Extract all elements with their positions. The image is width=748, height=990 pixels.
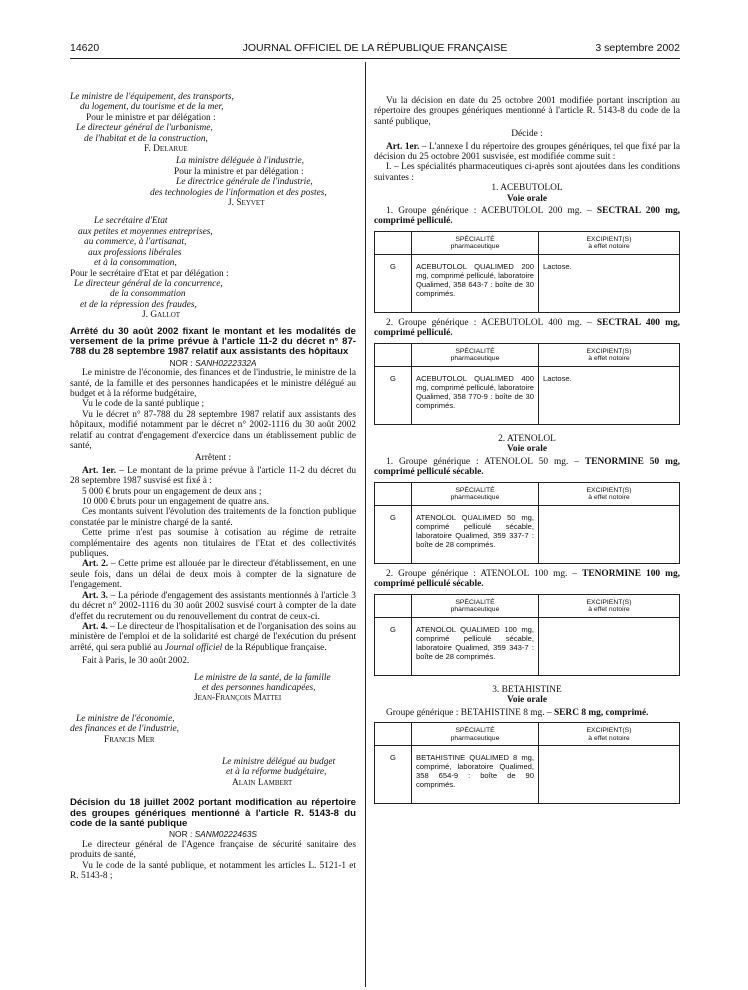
article-4: Art. 4. – Le directeur de l'hospitalisation et de l'organisation des soins au ministère de l'emploi et de la solidarité est chargé de l'exécution du présent arrêté, qui sera publié au Journal officiel de la République française. [70, 621, 356, 653]
arretent: Arrêtent : [194, 453, 232, 464]
paragraph: Cette prime n'est pas soumise à cotisation au régime de retraite complémentaire des agents non titulaires de l'Etat et des collectivités publiques. [70, 528, 356, 560]
signature-line: de la consommation [110, 289, 186, 300]
signature-line: Le secrétaire d'Etat [94, 216, 168, 227]
table-row [375, 255, 680, 313]
signature-line: La ministre déléguée à l'industrie, [176, 156, 304, 167]
header-cell-empty [375, 231, 412, 254]
signature-block-commerce [70, 216, 356, 320]
signature-line: et à la consommation, [94, 258, 177, 269]
generic-marker: G [375, 255, 412, 313]
group-label: 2. Groupe générique : ACEBUTOLOL 400 mg. – [386, 318, 597, 329]
specialite-table [374, 482, 680, 564]
issue-date: 3 septembre 2002 [595, 42, 680, 54]
signature-line: Le directeur général de la concurrence, [74, 278, 223, 289]
header-excipient: EXCIPIENT(S) à effet notoire [539, 343, 680, 366]
signature-line: Le directrice générale de l'industrie, [176, 177, 313, 188]
table-header-row [375, 482, 680, 505]
table-row [375, 367, 680, 425]
header-cell-empty [375, 594, 412, 617]
section-title: 3. BETAHISTINE [492, 684, 562, 695]
reference-drug: SECTRAL 400 mg, comprimé pelliculé. [374, 318, 680, 339]
table-header-row [375, 231, 680, 254]
signature-line: aux professions libérales [88, 247, 182, 258]
signature-line: et de la répression des fraudes, [80, 299, 197, 310]
header-specialite: SPÉCIALITÉ pharmaceutique [412, 343, 539, 366]
signature-block-economie [70, 714, 356, 745]
specialite-table [374, 594, 680, 676]
page-number: 14620 [70, 42, 100, 54]
table-header-row [375, 594, 680, 617]
generic-group [374, 318, 680, 339]
header-excipient: EXCIPIENT(S) à effet notoire [539, 231, 680, 254]
reference-drug: TENORMINE 100 mg, comprimé pelliculé sécable. [374, 568, 680, 590]
header-excipient: EXCIPIENT(S) à effet notoire [539, 594, 680, 617]
signature-line: Le ministre de l'économie, [76, 713, 175, 724]
column-divider [365, 62, 366, 987]
paragraph: I. – Les spécialités pharmaceutiques ci-après sont ajoutées dans les conditions suivantes : [374, 162, 680, 183]
generic-marker: G [375, 617, 412, 675]
header-specialite: SPÉCIALITÉ pharmaceutique [412, 723, 539, 746]
paragraph: Le ministre de l'économie, des finances et de l'industrie, le ministre de la santé, de la famille et des personnes handicapées et le ministre délégué au budget et à la réforme budgétaire, [70, 368, 356, 399]
fait-a-paris: Fait à Paris, le 30 août 2002. [82, 656, 190, 667]
list-item: 10 000 € bruts pour un engagement de quatre ans. [82, 497, 269, 508]
generic-marker: G [375, 367, 412, 425]
paragraph: Le directeur général de l'Agence française de sécurité sanitaire des produits de santé, [70, 839, 356, 861]
table-header-row [375, 723, 680, 746]
table-row [375, 617, 680, 675]
specialite-cell: ACEBUTOLOL QUALIMED 200 mg, comprimé pelliculé, laboratoire Qualimed, 358 643-7 : boîte de 30 comprimés. [412, 255, 539, 313]
article-2: Art. 2. – Cette prime est allouée par le directeur d'établissement, en une seule fois, dans un délai de deux mois à compter de la signature de l'engagement. [70, 559, 356, 591]
specialite-cell: BETAHISTINE QUALIMED 8 mg, comprimé, laboratoire Qualimed, 358 654-9 : boîte de 90 comprimés. [412, 746, 539, 804]
header-specialite: SPÉCIALITÉ pharmaceutique [412, 482, 539, 505]
excipient-cell [539, 505, 680, 563]
header-cell-empty [375, 723, 412, 746]
voie-orale: Voie orale [506, 695, 547, 706]
table-row [375, 746, 680, 804]
voie-orale: Voie orale [506, 444, 547, 455]
article-1: Art. 1er. – L'annexe I du répertoire des groupes génériques, tel que fixé par la décision du 25 octobre 2001 susvisée, est modifiée comme suit : [374, 141, 681, 163]
specialite-table [374, 722, 680, 804]
header-excipient: EXCIPIENT(S) à effet notoire [539, 482, 680, 505]
specialite-cell: ATENOLOL QUALIMED 100 mg, comprimé pelliculé sécable, laboratoire Qualimed, 359 343-7 : boîte de 28 comprimés. [412, 617, 539, 675]
signatory-name: F. Delarue [144, 144, 188, 155]
signature-block-budget [70, 757, 356, 788]
specialite-cell: ACEBUTOLOL QUALIMED 400 mg, comprimé pelliculé, laboratoire Qualimed, 358 770-9 : boîte de 30 comprimés. [412, 367, 539, 425]
signature-line: Pour la ministre et par délégation : [174, 166, 304, 177]
section-title: 2. ATENOLOL [498, 434, 556, 445]
voie-orale: Voie orale [506, 193, 547, 204]
paragraph: Vu le code de la santé publique ; [82, 399, 205, 410]
signature-line: Le ministre délégué au budget [222, 756, 336, 767]
signature-line: des finances et de l'industrie, [70, 724, 180, 735]
specialite-cell: ATENOLOL QUALIMED 50 mg, comprimé pelliculé sécable, laboratoire Qualimed, 359 337-7 : boîte de 28 comprimés. [412, 505, 539, 563]
group-label: Groupe générique : BETAHISTINE 8 mg. – [386, 707, 554, 718]
excipient-cell [539, 617, 680, 675]
signatory-name: J. Gallot [142, 310, 181, 321]
signatory-name: Alain Lambert [232, 777, 293, 788]
generic-group [374, 206, 680, 227]
generic-group [374, 708, 680, 718]
article-3: Art. 3. – La période d'engagement des assistants mentionnés à l'article 3 du décret n° 2002-1116 du 30 août 2002 susvisé court à compter de la date d'effet du recrutement ou du renouvellement du contrat de ceux-ci. [70, 590, 356, 622]
header-cell-empty [375, 343, 412, 366]
header-specialite: SPÉCIALITÉ pharmaceutique [412, 231, 539, 254]
paragraph: Ces montants suivent l'évolution des traitements de la fonction publique constatée par le ministre chargé de la santé. [70, 507, 356, 528]
signature-block-equipement [70, 92, 356, 154]
generic-group [374, 457, 680, 478]
signature-line: des technologies de l'information et des postes, [150, 187, 327, 198]
signature-line: aux petites et moyennes entreprises, [78, 226, 213, 237]
generic-marker: G [375, 505, 412, 563]
signature-line: Le directeur général de l'urbanisme, [76, 123, 213, 134]
journal-title: JOURNAL OFFICIEL DE LA RÉPUBLIQUE FRANÇAISE [242, 42, 508, 54]
specialite-table [374, 343, 680, 425]
excipient-cell: Lactose. [539, 255, 680, 313]
signature-line: Le ministre de l'équipement, des transports, [70, 92, 234, 102]
signature-line: Pour le secrétaire d'Etat et par délégation : [70, 268, 229, 279]
generic-group [374, 569, 680, 590]
generic-marker: G [375, 746, 412, 804]
signature-line: de l'habitat et de la construction, [84, 133, 208, 144]
decision-nor: NOR : SANM0222463S [169, 829, 257, 840]
paragraph: Vu la décision en date du 25 octobre 2001 modifiée portant inscription au répertoire des groupes génériques mentionné à l'article R. 5143-8 du code de la santé publique, [374, 96, 680, 127]
header-excipient: EXCIPIENT(S) à effet notoire [539, 723, 680, 746]
generic-sections [374, 183, 680, 804]
signatory-name: Jean-François Mattei [194, 693, 282, 704]
reference-drug: SERC 8 mg, comprimé. [553, 707, 649, 718]
excipient-cell: Lactose. [539, 367, 680, 425]
decide: Décide : [511, 129, 543, 140]
signature-line: du logement, du tourisme et de la mer, [80, 102, 224, 113]
excipient-cell [539, 746, 680, 804]
reference-drug: SECTRAL 200 mg, comprimé pelliculé. [374, 206, 680, 227]
signature-block-industrie [70, 156, 356, 208]
article-1: Art. 1er. – Le montant de la prime prévue à l'article 11-2 du décret du 28 septembre 1987 susvisé est fixé à : [70, 465, 357, 487]
table-header-row [375, 343, 680, 366]
group-label: 1. Groupe générique : ATENOLOL 50 mg. – [386, 456, 585, 467]
header-cell-empty [375, 482, 412, 505]
signature-line: Pour le ministre et par délégation : [86, 112, 216, 123]
header-rule [70, 58, 680, 59]
group-label: 2. Groupe générique : ATENOLOL 100 mg. – [386, 568, 583, 579]
list-item: 5 000 € bruts pour un engagement de deux ans ; [82, 486, 262, 497]
reference-drug: TENORMINE 50 mg, comprimé pelliculé sécable. [374, 456, 680, 478]
arrete-title: Arrêté du 30 août 2002 fixant le montant et les modalités de versement de la prime prévue à l'article 11-2 du décret n° 87-788 du 28 septembre 1987 relatif aux assistants des hôpitaux [70, 325, 356, 358]
signature-line: au commerce, à l'artisanat, [84, 237, 187, 248]
right-column [374, 96, 680, 809]
signature-line: Le ministre de la santé, de la famille [194, 672, 331, 683]
table-row [375, 505, 680, 563]
specialite-table [374, 231, 680, 313]
page-header [70, 38, 680, 56]
signatory-name: J. Seyvet [228, 198, 265, 209]
paragraph: Vu le décret n° 87-788 du 28 septembre 1987 relatif aux assistants des hôpitaux, modifié notamment par le décret n° 2002-1116 du 30 août 2002 relatif au contrat d'engagement d'exercice dans un établissement public de santé, [70, 409, 356, 451]
decision-title: Décision du 18 juillet 2002 portant modification au répertoire des groupes génériques mentionné à l'article R. 5143-8 du code de la santé publique [70, 797, 356, 829]
group-label: 1. Groupe générique : ACEBUTOLOL 200 mg. – [386, 206, 597, 217]
paragraph: Vu le code de la santé publique, et notamment les articles L. 5121-1 et R. 5143-8 ; [70, 860, 356, 882]
signature-line: et à la réforme budgétaire, [226, 767, 327, 778]
arrete-nor: NOR : SANH0222332A [169, 357, 257, 368]
left-column [70, 92, 356, 881]
header-specialite: SPÉCIALITÉ pharmaceutique [412, 594, 539, 617]
signatory-name: Francis Mer [104, 734, 155, 745]
section-title: 1. ACEBUTOLOL [491, 183, 563, 194]
signature-line: et des personnes handicapées, [202, 682, 316, 693]
signature-block-sante [70, 673, 356, 704]
